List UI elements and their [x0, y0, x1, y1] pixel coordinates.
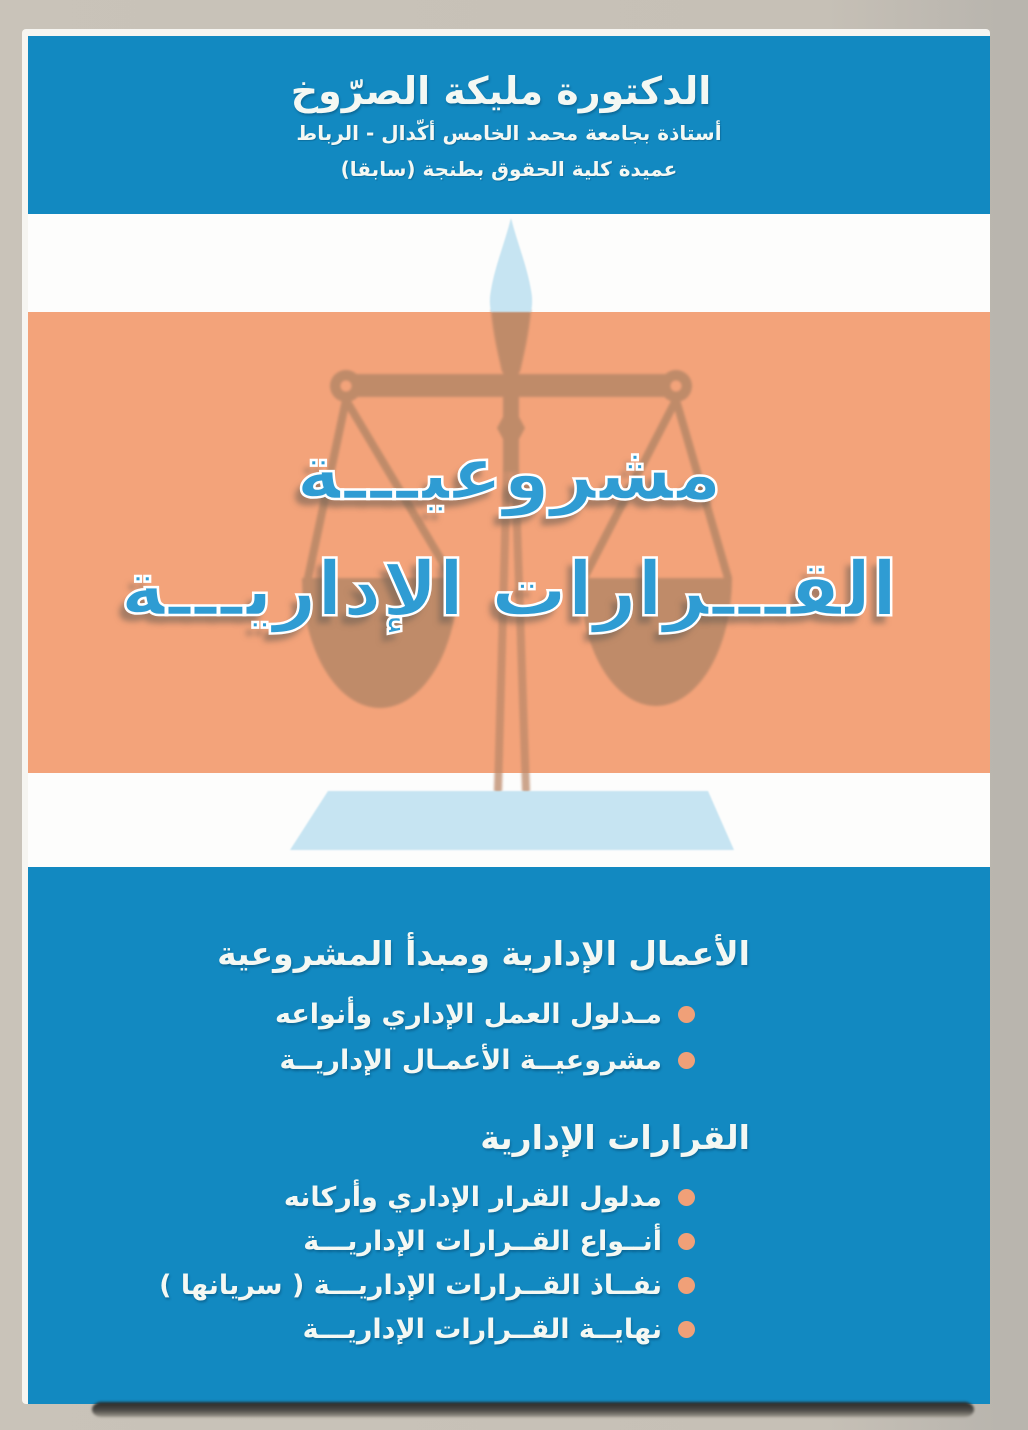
title-line-2: القـــرارات الإداريـــة — [120, 544, 898, 633]
list-item — [28, 1307, 695, 1351]
bullet-list — [28, 1175, 695, 1351]
book-cover — [28, 36, 990, 1404]
contents-list — [28, 867, 990, 1404]
section-admin-decisions — [28, 1115, 750, 1351]
list-item — [28, 1037, 695, 1083]
bullet-dot-icon — [678, 1277, 695, 1294]
top-band — [28, 36, 990, 214]
bullet-list — [28, 991, 695, 1083]
list-item-label: مـدلول العمل الإداري وأنواعه — [274, 998, 662, 1030]
affiliation-line-2: عميدة كلية الحقوق بطنجة (سابقا) — [340, 157, 678, 181]
scales-tan-silhouette — [302, 310, 732, 790]
section-admin-acts — [28, 931, 750, 1083]
list-item-label: مشروعيــة الأعمـال الإداريــة — [279, 1044, 662, 1076]
list-item — [28, 991, 695, 1037]
bullet-dot-icon — [678, 1189, 695, 1206]
list-item-label: أنــواع القــرارات الإداريـــة — [303, 1225, 662, 1257]
bullet-dot-icon — [678, 1321, 695, 1338]
list-item — [28, 1175, 695, 1219]
book-bottom-shadow — [92, 1402, 974, 1417]
list-item-label: نهايــة القــرارات الإداريـــة — [302, 1313, 662, 1345]
section-heading: الأعمال الإدارية ومبدأ المشروعية — [217, 934, 750, 973]
list-item — [28, 1219, 695, 1263]
scales-of-justice-icon — [28, 214, 990, 867]
list-item-label: مدلول القرار الإداري وأركانه — [283, 1181, 662, 1213]
author-name: الدكتورة مليكة الصرّوخ — [290, 69, 712, 113]
bullet-dot-icon — [678, 1052, 695, 1069]
title-line-1: مشروعيـــة — [296, 428, 722, 517]
bullet-dot-icon — [678, 1006, 695, 1023]
affiliation-line-1: أستاذة بجامعة محمد الخامس أكّدال - الرباط — [296, 121, 722, 145]
list-item — [28, 1263, 695, 1307]
bullet-dot-icon — [678, 1233, 695, 1250]
section-heading: القرارات الإدارية — [480, 1118, 750, 1157]
list-item-label: نفــاذ القــرارات الإداريـــة ( سريانها ) — [159, 1269, 662, 1301]
